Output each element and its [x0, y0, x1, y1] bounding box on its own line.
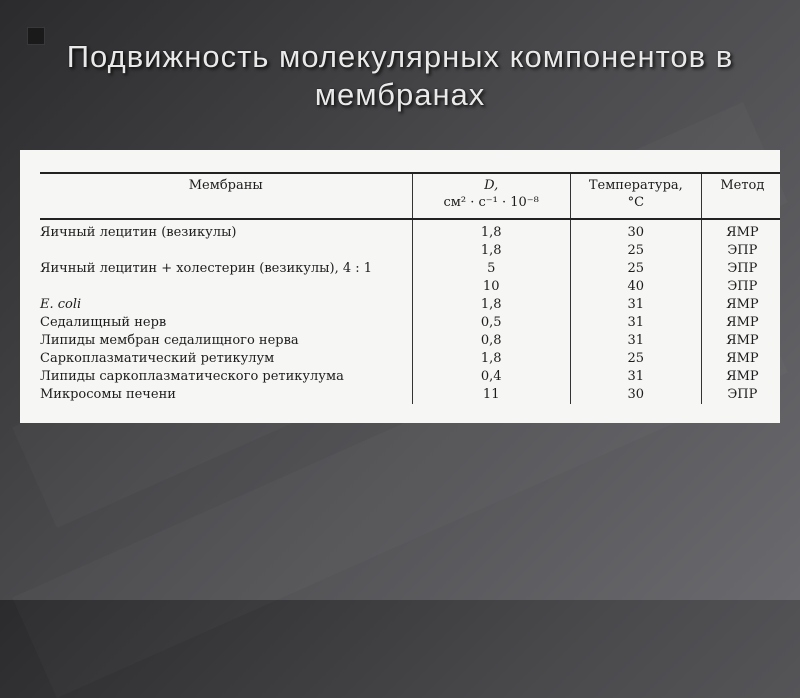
table-row — [40, 242, 780, 260]
cell-diffusion: 1,8 — [412, 242, 570, 260]
cell-method: ЯМР — [701, 350, 780, 368]
cell-method: ЭПР — [701, 278, 780, 296]
cell-method: ЯМР — [701, 368, 780, 386]
table-row — [40, 278, 780, 296]
cell-diffusion: 11 — [412, 386, 570, 404]
table-row — [40, 296, 780, 314]
table-row — [40, 219, 780, 242]
table-image-panel — [20, 150, 780, 423]
cell-membrane: Яичный лецитин (везикулы) — [40, 225, 237, 240]
header-diffusion-symbol: D, — [484, 178, 499, 193]
cell-temperature: 31 — [570, 296, 701, 314]
cell-diffusion: 10 — [412, 278, 570, 296]
header-diffusion-units: см² · с⁻¹ · 10⁻⁸ — [443, 195, 539, 210]
header-method: Метод — [701, 173, 780, 219]
cell-diffusion: 0,4 — [412, 368, 570, 386]
table-row — [40, 386, 780, 404]
cell-membrane: Липиды саркоплазматического ретикулума — [40, 369, 344, 384]
cell-temperature: 25 — [570, 260, 701, 278]
cell-diffusion: 0,8 — [412, 332, 570, 350]
cell-membrane: Микросомы печени — [40, 387, 176, 402]
membrane-mobility-table — [40, 172, 780, 404]
slide-title: Подвижность молекулярных компонентов в мембранах — [66, 39, 734, 112]
header-temperature — [570, 173, 701, 219]
table-header-row — [40, 173, 780, 219]
cell-membrane: E. coli — [40, 297, 82, 312]
cell-membrane — [40, 278, 412, 296]
cell-temperature: 25 — [570, 242, 701, 260]
cell-membrane: Саркоплазматический ретикулум — [40, 351, 275, 366]
table-row — [40, 260, 780, 278]
cell-membrane: Липиды мембран седалищного нерва — [40, 333, 299, 348]
table-body — [40, 219, 780, 404]
cell-temperature: 40 — [570, 278, 701, 296]
header-membranes: Мембраны — [188, 178, 263, 193]
table-row — [40, 350, 780, 368]
cell-membrane: Яичный лецитин + холестерин (везикулы), 4 : 1 — [40, 261, 373, 276]
table-row — [40, 314, 780, 332]
cell-method: ЯМР — [701, 219, 780, 242]
cell-method: ЭПР — [701, 260, 780, 278]
table-row — [40, 332, 780, 350]
cell-temperature: 25 — [570, 350, 701, 368]
cell-method: ЯМР — [701, 332, 780, 350]
table-row — [40, 368, 780, 386]
cell-method: ЯМР — [701, 296, 780, 314]
cell-temperature: 30 — [570, 219, 701, 242]
cell-membrane — [40, 242, 412, 260]
cell-temperature: 31 — [570, 314, 701, 332]
cell-method: ЭПР — [701, 242, 780, 260]
cell-temperature: 31 — [570, 368, 701, 386]
cell-diffusion: 5 — [412, 260, 570, 278]
cell-diffusion: 1,8 — [412, 350, 570, 368]
cell-membrane: Седалищный нерв — [40, 315, 167, 330]
cell-diffusion: 1,8 — [412, 219, 570, 242]
cell-method: ЯМР — [701, 314, 780, 332]
cell-method: ЭПР — [701, 386, 780, 404]
header-temperature-units: °C — [627, 195, 645, 210]
cell-diffusion: 0,5 — [412, 314, 570, 332]
cell-temperature: 31 — [570, 332, 701, 350]
header-temperature-label: Температура, — [588, 178, 683, 193]
cell-diffusion: 1,8 — [412, 296, 570, 314]
cell-temperature: 30 — [570, 386, 701, 404]
header-diffusion — [412, 173, 570, 219]
